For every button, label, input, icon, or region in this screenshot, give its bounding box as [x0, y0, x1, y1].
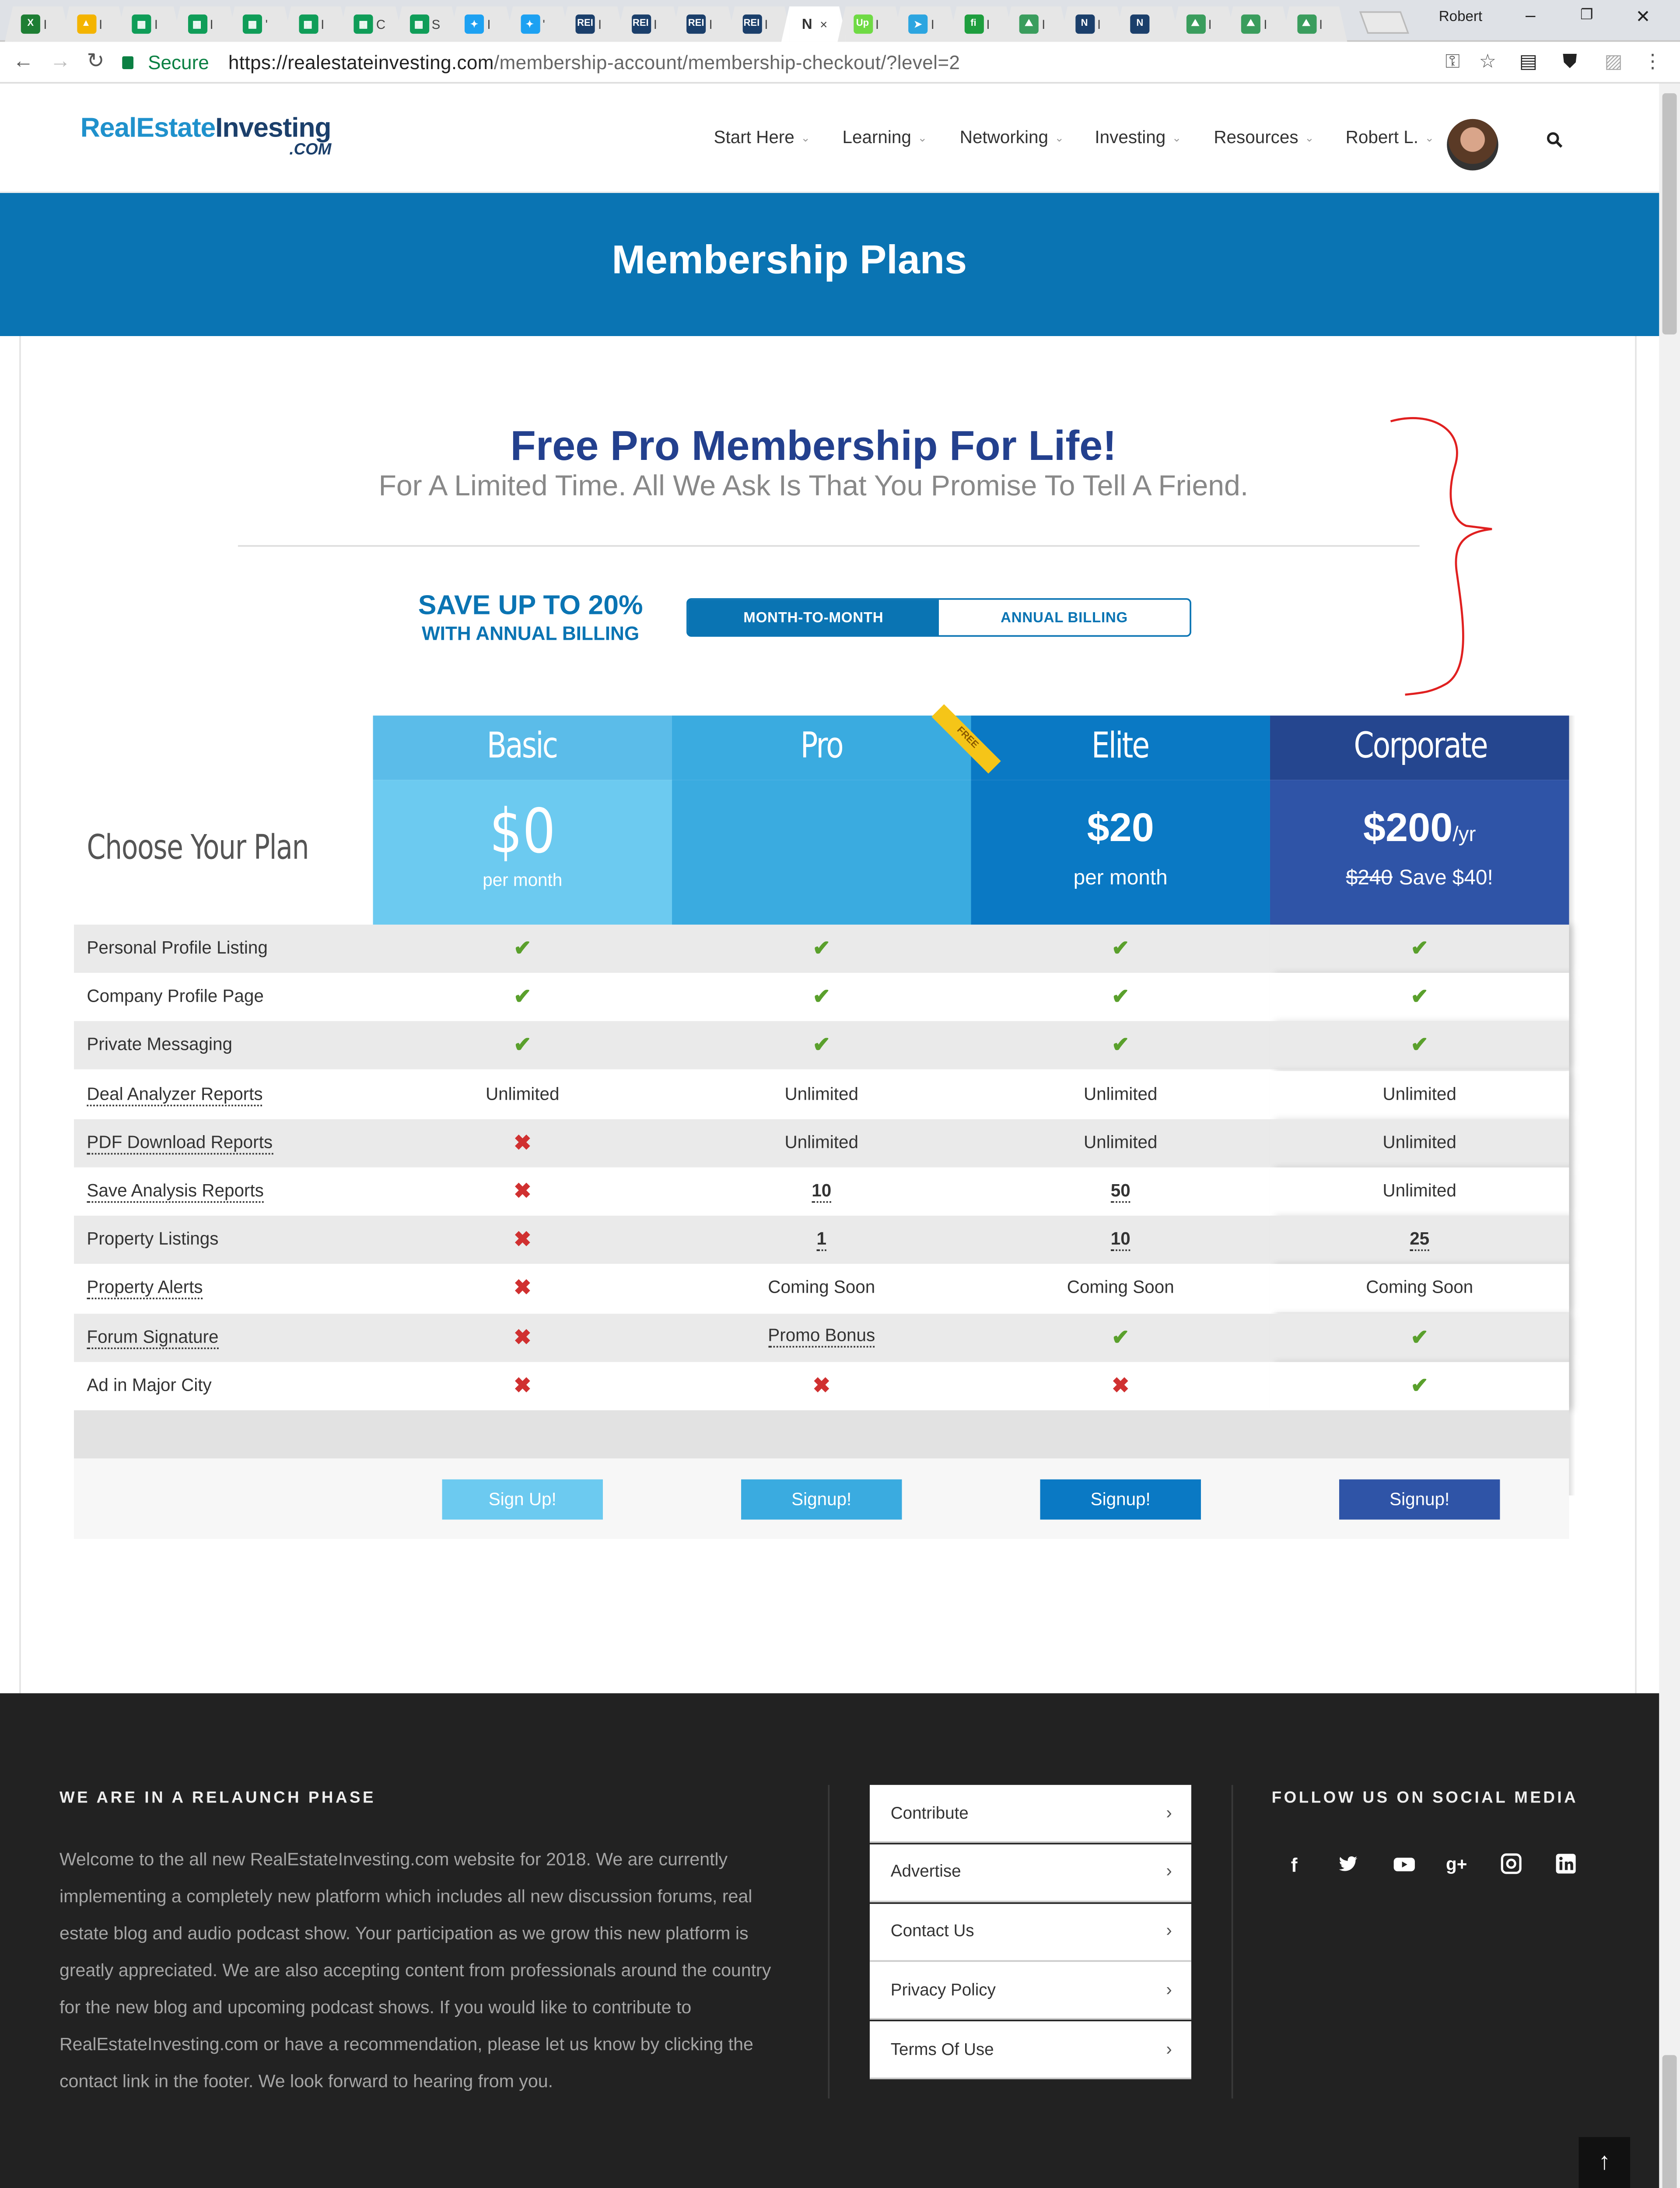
check-icon: ✔: [514, 936, 532, 960]
footer-link-terms-of-use[interactable]: [870, 2022, 1191, 2079]
tab-favicon-icon: REI: [576, 14, 595, 34]
check-icon: ✔: [1112, 1033, 1130, 1057]
cell-value: Unlimited: [1083, 1133, 1158, 1153]
window-profile-name[interactable]: Robert: [1438, 8, 1483, 25]
feature-label-link[interactable]: Save Analysis Reports: [87, 1182, 263, 1203]
cross-icon: ✖: [514, 1130, 532, 1154]
url-host: https://realestateinvesting.com: [228, 51, 494, 74]
tab-favicon-icon: ⛰: [1019, 14, 1039, 34]
plan-period: per month: [1073, 865, 1168, 890]
feature-cell: [373, 1265, 672, 1313]
tab-favicon-icon: ▦: [132, 14, 151, 34]
cell-value: Unlimited: [485, 1084, 560, 1104]
feature-label-link[interactable]: Property Alerts: [87, 1279, 203, 1300]
feature-label: Ad in Major City: [87, 1376, 212, 1396]
cross-icon: ✖: [514, 1276, 532, 1300]
cell-value: Unlimited: [1083, 1084, 1158, 1104]
save-headline: SAVE UP TO 20%: [418, 590, 643, 621]
lock-icon: [122, 56, 133, 69]
billing-option-monthly[interactable]: MONTH-TO-MONTH: [688, 600, 939, 635]
browser-tab[interactable]: [845, 7, 895, 42]
footer-link-contribute[interactable]: [870, 1785, 1191, 1843]
plan-save-note: Save $40!: [1399, 865, 1493, 890]
plan-price-box: [971, 780, 1270, 925]
nav-resources[interactable]: [1214, 129, 1314, 148]
cell-value: Unlimited: [1382, 1084, 1456, 1104]
tab-favicon-icon: ✦: [465, 14, 484, 34]
bookmark-star-icon[interactable]: ☆: [1479, 49, 1497, 73]
nav-networking[interactable]: [960, 129, 1064, 148]
chevron-down-icon: ⌄: [1172, 133, 1182, 145]
ribbon-text: FREE: [931, 704, 1001, 774]
nav-label: Investing: [1095, 128, 1166, 148]
footer-link-label: Privacy Policy: [890, 1981, 996, 2000]
feature-cell: [672, 1119, 971, 1167]
tab-title: I: [1042, 17, 1046, 32]
extension-icon[interactable]: ▤: [1519, 49, 1538, 73]
feature-cell: [672, 1216, 971, 1264]
tab-favicon-icon: ▲: [77, 14, 96, 34]
check-icon: ✔: [514, 1033, 532, 1057]
signup-button-corporate[interactable]: Signup!: [1339, 1480, 1500, 1520]
tab-favicon-icon: ▦: [243, 14, 262, 34]
plan-name: Corporate: [1353, 726, 1486, 767]
browser-tab[interactable]: [179, 7, 229, 42]
cell-value: Unlimited: [1382, 1133, 1456, 1153]
browser-tab[interactable]: [457, 7, 507, 42]
plan-price-suffix: /yr: [1452, 821, 1476, 846]
chevron-down-icon: ⌄: [801, 133, 811, 145]
browser-tab[interactable]: [290, 7, 340, 42]
nav-label: Learning: [842, 128, 911, 148]
footer-about-text: Welcome to the all new RealEstateInvesting.com website for 2018. We are currently implementing a completely new platform which includes all new discussion forums, real estate blog and audio podcast show. Your participation as we grow this new platform is greatly appreciated. We are also accepting content from professionals around the country for the new blog and upcoming podcast shows. If you would like to contribute to RealEstateInvesting.com or have a recommendation, please let us know by clicking the contact link in the footer. We look forward to hearing from you.: [59, 1851, 771, 2092]
footer-link-advertise[interactable]: [870, 1844, 1191, 1902]
plan-price: [1270, 806, 1569, 852]
tab-title: ': [265, 17, 268, 32]
extension-icon[interactable]: ⛊: [1562, 49, 1577, 73]
cell-value[interactable]: 25: [1410, 1230, 1429, 1251]
page-banner: [0, 193, 1659, 336]
browser-tab[interactable]: [1122, 7, 1172, 42]
browser-tab[interactable]: [956, 7, 1006, 42]
reload-icon[interactable]: ↻: [87, 48, 105, 73]
cross-icon: ✖: [812, 1373, 830, 1397]
tab-favicon-icon: REI: [742, 14, 761, 34]
feature-cell: [1270, 1022, 1569, 1070]
linkedin-icon[interactable]: [1553, 1852, 1579, 1878]
feature-cell: [971, 1168, 1270, 1216]
feature-cell: [672, 1022, 971, 1070]
avatar[interactable]: [1447, 119, 1498, 171]
nav-user-menu[interactable]: [1346, 129, 1435, 148]
plan-price-box: [672, 780, 971, 925]
feature-cell: [672, 1313, 971, 1361]
tab-favicon-icon: N: [1074, 14, 1094, 34]
feature-cell: [1270, 1119, 1569, 1167]
billing-toggle: [686, 598, 1191, 637]
billing-option-annual[interactable]: ANNUAL BILLING: [1001, 609, 1128, 626]
check-icon: ✔: [1112, 936, 1130, 960]
tab-favicon-icon: Up: [853, 14, 872, 34]
tab-favicon-icon: REI: [631, 14, 650, 34]
feature-cell: [1270, 1216, 1569, 1264]
tab-title: I: [1097, 17, 1101, 32]
logo-text-com: .COM: [289, 141, 332, 159]
nav-label: Networking: [959, 128, 1048, 148]
tab-favicon-icon: fi: [964, 14, 983, 34]
chevron-right-icon: ›: [1166, 1922, 1172, 1941]
tab-title: I: [210, 17, 214, 32]
signup-button-elite[interactable]: Signup!: [1040, 1480, 1200, 1520]
feature-label-link[interactable]: Forum Signature: [87, 1328, 218, 1349]
check-icon: ✔: [1112, 1324, 1130, 1349]
feature-cell: [672, 925, 971, 973]
tab-title: I: [43, 17, 47, 32]
footer-divider: [1232, 1785, 1233, 2099]
tab-title: I: [487, 17, 491, 32]
nav-investing[interactable]: [1095, 129, 1181, 148]
feature-cell: [1270, 1265, 1569, 1313]
url-text: [228, 52, 960, 74]
plan-savings: [1270, 865, 1569, 889]
feature-cell: [1270, 925, 1569, 973]
cell-value[interactable]: 10: [1111, 1230, 1130, 1251]
browser-tab[interactable]: [512, 7, 562, 42]
feature-label-link[interactable]: Deal Analyzer Reports: [87, 1085, 262, 1106]
feature-row: [74, 1216, 1569, 1264]
promo-title: Free Pro Membership For Life!: [510, 421, 1117, 470]
feature-cell: [373, 1022, 672, 1070]
browser-tab[interactable]: [1067, 7, 1116, 42]
promo-subtitle: For A Limited Time. All We Ask Is That You Promise To Tell A Friend.: [378, 469, 1249, 502]
cell-value[interactable]: 50: [1111, 1181, 1130, 1202]
check-icon: ✔: [812, 984, 830, 1009]
signup-button-pro[interactable]: Signup!: [741, 1480, 902, 1520]
browser-tab[interactable]: [1178, 7, 1228, 42]
cross-icon: ✖: [514, 1227, 532, 1252]
browser-tab[interactable]: [401, 7, 451, 42]
tab-favicon-icon: ➤: [908, 14, 928, 34]
scrollbar-thumb[interactable]: [1662, 2055, 1677, 2188]
check-icon: ✔: [1410, 936, 1428, 960]
key-icon[interactable]: ⚿: [1445, 49, 1460, 73]
tab-title: I: [98, 17, 103, 32]
footer-link-privacy-policy[interactable]: [870, 1962, 1191, 2020]
url-field[interactable]: [122, 47, 1508, 79]
choose-plan-label: Choose Your Plan: [87, 828, 309, 867]
signup-button-basic[interactable]: Sign Up!: [442, 1480, 603, 1520]
feature-cell: [971, 1362, 1270, 1410]
check-icon: ✔: [1112, 984, 1130, 1009]
twitter-icon[interactable]: [1336, 1852, 1362, 1878]
tab-title: ': [542, 17, 545, 32]
chevron-down-icon: ⌄: [1054, 133, 1064, 145]
feature-cell: [971, 1070, 1270, 1119]
chevron-down-icon: ⌄: [1305, 133, 1314, 145]
tab-favicon-icon: ▦: [354, 14, 373, 34]
page-scrollbar[interactable]: [1659, 84, 1680, 2188]
plan-header-basic: [373, 715, 672, 780]
feature-cell: [373, 1119, 672, 1167]
browser-tab[interactable]: [234, 7, 284, 42]
cross-icon: ✖: [514, 1178, 532, 1203]
plan-price-value: $200: [1363, 805, 1453, 851]
footer-social-heading: FOLLOW US ON SOCIAL MEDIA: [1271, 1789, 1578, 1808]
plan-name: Basic: [487, 726, 558, 767]
feature-row: [74, 1265, 1569, 1313]
tab-title: I: [764, 17, 768, 32]
cell-value: Coming Soon: [1067, 1279, 1174, 1298]
feature-cell: [1270, 1362, 1569, 1410]
feature-cell: [373, 1362, 672, 1410]
plan-header-elite: [971, 715, 1270, 780]
feature-cell: [1270, 1313, 1569, 1361]
cell-value[interactable]: 10: [812, 1181, 831, 1202]
nav-label: Resources: [1214, 128, 1298, 148]
tab-title: I: [1208, 17, 1212, 32]
browser-tab[interactable]: [734, 7, 784, 42]
close-window-icon[interactable]: ✕: [1635, 8, 1651, 28]
column-shadow: [1569, 715, 1575, 1495]
feature-row: [74, 925, 1569, 973]
feature-cell: [373, 1168, 672, 1216]
cell-value[interactable]: 1: [816, 1230, 826, 1251]
search-icon[interactable]: [1547, 132, 1563, 148]
scrollbar-thumb[interactable]: [1662, 93, 1677, 334]
tab-favicon-icon: N: [1130, 14, 1149, 34]
footer-about-heading: WE ARE IN A RELAUNCH PHASE: [59, 1789, 376, 1808]
check-icon: ✔: [1410, 1033, 1428, 1057]
plan-price-box: [1270, 780, 1569, 925]
tab-favicon-icon: ▦: [298, 14, 318, 34]
feature-cell: [672, 1168, 971, 1216]
cell-value: Coming Soon: [768, 1279, 875, 1298]
plan-old-price: $240: [1346, 865, 1393, 890]
tab-title: I: [875, 17, 879, 32]
feature-cell: [672, 1265, 971, 1313]
plan-price-value: $0: [489, 796, 556, 867]
tab-favicon-icon: ✦: [520, 14, 539, 34]
instagram-icon[interactable]: [1498, 1852, 1524, 1878]
plan-price: [396, 796, 650, 867]
feature-cell: [1270, 1168, 1569, 1216]
check-icon: ✔: [514, 984, 532, 1009]
plan-header-corporate: [1270, 715, 1569, 780]
tab-title: I: [653, 17, 657, 32]
free-ribbon: [917, 715, 980, 770]
chevron-right-icon: ›: [1166, 2040, 1172, 2060]
site-logo[interactable]: [80, 112, 332, 159]
new-tab-button[interactable]: [1359, 11, 1409, 34]
feature-row: [74, 1070, 1569, 1119]
tab-title: C: [376, 17, 386, 32]
browser-tab[interactable]: [789, 7, 839, 42]
cross-icon: ✖: [514, 1324, 532, 1349]
check-icon: ✔: [1410, 1324, 1428, 1349]
tab-title: I: [931, 17, 934, 32]
check-icon: ✔: [1410, 1373, 1428, 1397]
browser-tab[interactable]: [68, 7, 118, 42]
restore-icon[interactable]: ❐: [1580, 6, 1593, 23]
cell-value: Unlimited: [784, 1084, 858, 1104]
tab-title: I: [986, 17, 990, 32]
feature-cell: [672, 973, 971, 1021]
footer-link-label: Advertise: [890, 1862, 961, 1882]
menu-icon[interactable]: ⋮: [1643, 49, 1662, 73]
feature-label: Property Listings: [87, 1230, 219, 1250]
feature-cell: [373, 973, 672, 1021]
cell-value: Unlimited: [784, 1133, 858, 1153]
feature-cell: [971, 973, 1270, 1021]
nav-start-here[interactable]: [714, 129, 811, 148]
feature-cell: [971, 1216, 1270, 1264]
browser-tab[interactable]: [567, 7, 617, 42]
browser-tab[interactable]: [1288, 7, 1338, 42]
chevron-right-icon: ›: [1166, 1981, 1172, 2000]
plan-price-box: [373, 780, 672, 925]
logo-text-realestate: RealEstate: [80, 112, 216, 144]
plan-name: Elite: [1092, 726, 1149, 767]
facebook-icon[interactable]: f: [1291, 1854, 1298, 1877]
feature-label-link[interactable]: PDF Download Reports: [87, 1133, 273, 1154]
check-icon: ✔: [812, 1033, 830, 1057]
plan-name: Pro: [800, 726, 843, 767]
browser-tab[interactable]: [900, 7, 950, 42]
red-brace-annotation: [1382, 410, 1495, 699]
tab-favicon-icon: ▦: [409, 14, 428, 34]
pdf-extension-icon[interactable]: ▨: [1604, 49, 1623, 73]
feature-row: [74, 1022, 1569, 1070]
back-icon[interactable]: ←: [13, 48, 34, 73]
back-to-top-button[interactable]: ↑: [1578, 2137, 1630, 2188]
tab-favicon-icon: ⛰: [1241, 14, 1260, 34]
tab-favicon-icon: ⛰: [1186, 14, 1205, 34]
url-path: /membership-account/membership-checkout/?level=2: [494, 51, 960, 74]
feature-label: Private Messaging: [87, 1036, 232, 1055]
feature-cell: [373, 925, 672, 973]
footer-link-label: Contribute: [890, 1803, 969, 1823]
cross-icon: ✖: [514, 1373, 532, 1397]
feature-cell: [971, 925, 1270, 973]
save-subline: WITH ANNUAL BILLING: [421, 622, 640, 645]
minimize-icon[interactable]: –: [1526, 6, 1536, 26]
tab-title: I: [598, 17, 602, 32]
chevron-right-icon: ›: [1166, 1862, 1172, 1882]
check-icon: ✔: [1410, 984, 1428, 1009]
tab-favicon-icon: N: [798, 14, 817, 34]
tab-favicon-icon: REI: [686, 14, 706, 34]
feature-cell: [971, 1022, 1270, 1070]
forward-icon[interactable]: →: [49, 48, 71, 73]
page-title: Membership Plans: [612, 238, 967, 283]
tab-title: S: [431, 17, 441, 32]
nav-learning[interactable]: [843, 129, 928, 148]
browser-tab[interactable]: [124, 7, 174, 42]
nav-label: Robert L.: [1345, 128, 1418, 148]
tab-title: ×: [820, 17, 828, 32]
plan-price: [971, 806, 1270, 852]
youtube-icon[interactable]: [1391, 1852, 1417, 1878]
footer-divider: [828, 1785, 830, 2099]
feature-cell: [373, 1313, 672, 1361]
tab-favicon-icon: ⛰: [1297, 14, 1316, 34]
feature-row-spacer: [74, 1410, 1569, 1459]
tab-title: I: [154, 17, 158, 32]
feature-row: [74, 1119, 1569, 1167]
feature-cell: [1270, 973, 1569, 1021]
feature-label: Company Profile Page: [87, 987, 264, 1007]
feature-cell: [971, 1265, 1270, 1313]
feature-label: Personal Profile Listing: [87, 939, 268, 959]
plan-price-value: $20: [1087, 805, 1154, 851]
feature-cell: [971, 1313, 1270, 1361]
browser-tab[interactable]: [1233, 7, 1283, 42]
nav-label: Start Here: [714, 128, 794, 148]
cell-value: Coming Soon: [1366, 1279, 1474, 1298]
feature-cell: [373, 1070, 672, 1119]
feature-cell: [672, 1362, 971, 1410]
browser-tab[interactable]: [1011, 7, 1061, 42]
tab-title: I: [1264, 17, 1267, 32]
cross-icon: ✖: [1112, 1373, 1130, 1397]
logo-text-investing: Investing: [215, 112, 331, 144]
feature-cell: [971, 1119, 1270, 1167]
footer-link-contact-us[interactable]: [870, 1903, 1191, 1961]
cell-value: Unlimited: [1382, 1182, 1456, 1201]
browser-tab[interactable]: [346, 7, 396, 42]
tab-favicon-icon: ▦: [187, 14, 206, 34]
browser-tab[interactable]: [13, 7, 63, 42]
google-plus-icon[interactable]: g+: [1446, 1855, 1467, 1875]
browser-tab[interactable]: [679, 7, 728, 42]
feature-row: [74, 1168, 1569, 1216]
chevron-down-icon: ⌄: [917, 133, 928, 145]
divider: [238, 545, 1420, 547]
browser-tab[interactable]: [623, 7, 673, 42]
tab-title: I: [321, 17, 325, 32]
feature-cell: [1270, 1070, 1569, 1119]
tab-title: I: [1319, 17, 1323, 32]
footer-link-label: Contact Us: [890, 1922, 974, 1941]
feature-row: [74, 973, 1569, 1021]
tab-favicon-icon: X: [21, 14, 40, 34]
cell-value[interactable]: Promo Bonus: [768, 1327, 875, 1348]
feature-cell: [672, 1070, 971, 1119]
secure-label: Secure: [148, 51, 209, 74]
plan-period: per month: [483, 871, 563, 891]
feature-row: [74, 1313, 1569, 1361]
check-icon: ✔: [812, 936, 830, 960]
chevron-right-icon: ›: [1166, 1803, 1172, 1823]
tab-title: I: [709, 17, 713, 32]
chevron-down-icon: ⌄: [1424, 133, 1435, 145]
feature-row: [74, 1362, 1569, 1410]
feature-cell: [373, 1216, 672, 1264]
footer-link-label: Terms Of Use: [890, 2040, 994, 2060]
